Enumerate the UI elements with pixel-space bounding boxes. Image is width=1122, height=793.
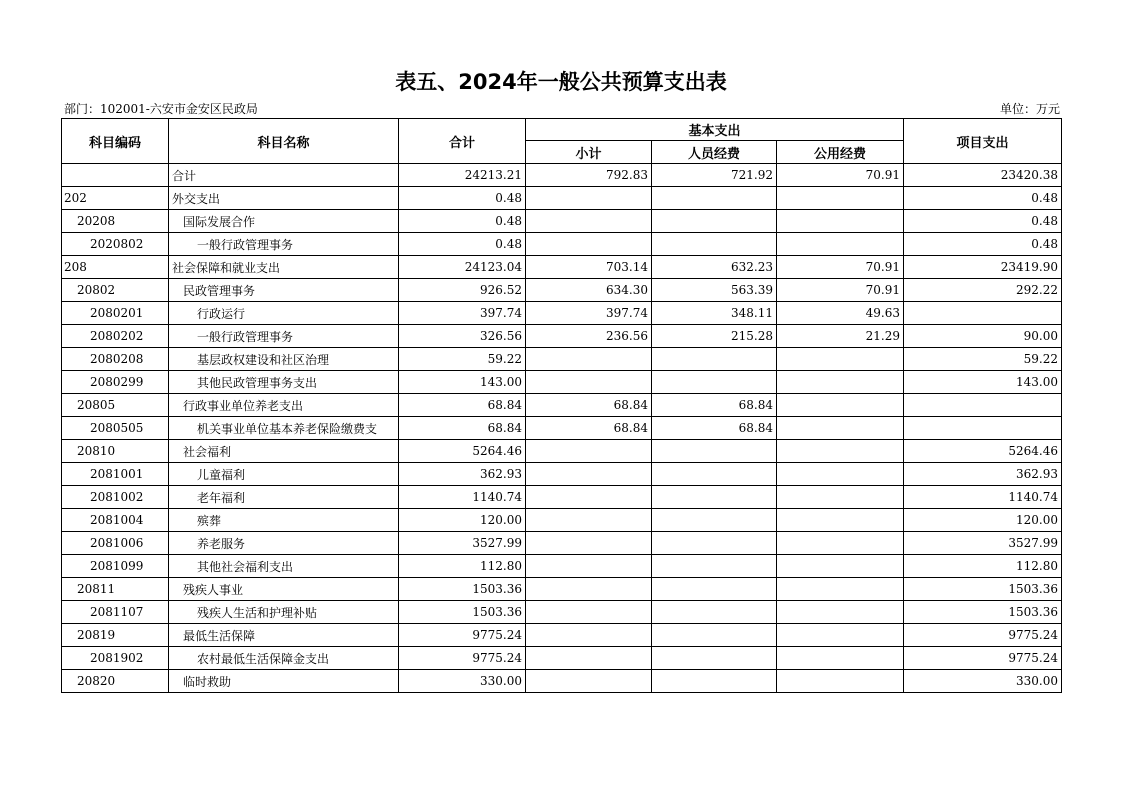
cell-total: 68.84 (399, 394, 526, 417)
table-row (62, 256, 1062, 279)
cell-subtotal (526, 601, 652, 624)
cell-code: 2081002 (62, 486, 169, 509)
table-row (62, 578, 1062, 601)
cell-total: 362.93 (399, 463, 526, 486)
cell-personnel (652, 371, 777, 394)
table-row (62, 555, 1062, 578)
cell-personnel: 721.92 (652, 164, 777, 187)
cell-project: 9775.24 (904, 624, 1062, 647)
cell-subtotal: 236.56 (526, 325, 652, 348)
cell-personnel (652, 601, 777, 624)
cell-public (777, 348, 904, 371)
cell-name: 一般行政管理事务 (169, 325, 399, 348)
cell-personnel: 68.84 (652, 394, 777, 417)
cell-name: 殡葬 (169, 509, 399, 532)
cell-total: 143.00 (399, 371, 526, 394)
cell-public (777, 647, 904, 670)
cell-project: 23420.38 (904, 164, 1062, 187)
header-total: 合计 (399, 119, 526, 164)
table-row (62, 348, 1062, 371)
cell-subtotal (526, 210, 652, 233)
cell-project: 1140.74 (904, 486, 1062, 509)
header-name: 科目名称 (169, 119, 399, 164)
cell-name: 老年福利 (169, 486, 399, 509)
table-row (62, 624, 1062, 647)
cell-name: 残疾人事业 (169, 578, 399, 601)
cell-total: 9775.24 (399, 624, 526, 647)
cell-project (904, 302, 1062, 325)
cell-subtotal (526, 486, 652, 509)
cell-total: 397.74 (399, 302, 526, 325)
cell-total: 326.56 (399, 325, 526, 348)
cell-project: 3527.99 (904, 532, 1062, 555)
cell-project: 143.00 (904, 371, 1062, 394)
cell-code: 2080299 (62, 371, 169, 394)
cell-name: 国际发展合作 (169, 210, 399, 233)
cell-total: 5264.46 (399, 440, 526, 463)
cell-subtotal (526, 348, 652, 371)
table-row (62, 670, 1062, 693)
cell-project: 0.48 (904, 210, 1062, 233)
cell-subtotal (526, 440, 652, 463)
cell-public (777, 670, 904, 693)
cell-project: 362.93 (904, 463, 1062, 486)
cell-project: 112.80 (904, 555, 1062, 578)
cell-total: 1503.36 (399, 601, 526, 624)
table-body (62, 164, 1062, 693)
cell-name: 养老服务 (169, 532, 399, 555)
cell-code: 2020802 (62, 233, 169, 256)
table-row (62, 647, 1062, 670)
cell-personnel (652, 578, 777, 601)
cell-name: 最低生活保障 (169, 624, 399, 647)
cell-code: 2081001 (62, 463, 169, 486)
header-code: 科目编码 (62, 119, 169, 164)
cell-total: 68.84 (399, 417, 526, 440)
table-row (62, 440, 1062, 463)
cell-public (777, 187, 904, 210)
cell-public (777, 555, 904, 578)
cell-project: 23419.90 (904, 256, 1062, 279)
cell-public (777, 463, 904, 486)
cell-public (777, 578, 904, 601)
cell-subtotal: 703.14 (526, 256, 652, 279)
budget-table (61, 118, 1062, 693)
cell-subtotal (526, 647, 652, 670)
cell-code: 2080505 (62, 417, 169, 440)
cell-name: 农村最低生活保障金支出 (169, 647, 399, 670)
cell-code: 2081006 (62, 532, 169, 555)
cell-name: 一般行政管理事务 (169, 233, 399, 256)
header-project: 项目支出 (904, 119, 1062, 164)
cell-name: 临时救助 (169, 670, 399, 693)
header-subtotal: 小计 (526, 141, 652, 164)
cell-project: 9775.24 (904, 647, 1062, 670)
cell-public (777, 601, 904, 624)
cell-total: 1140.74 (399, 486, 526, 509)
table-row (62, 210, 1062, 233)
table-row (62, 486, 1062, 509)
cell-public (777, 440, 904, 463)
cell-subtotal (526, 624, 652, 647)
cell-code (62, 164, 169, 187)
cell-subtotal (526, 509, 652, 532)
cell-project: 120.00 (904, 509, 1062, 532)
cell-name: 合计 (169, 164, 399, 187)
cell-public (777, 624, 904, 647)
cell-total: 24213.21 (399, 164, 526, 187)
cell-total: 926.52 (399, 279, 526, 302)
table-row (62, 325, 1062, 348)
cell-personnel: 348.11 (652, 302, 777, 325)
header-public: 公用经费 (777, 141, 904, 164)
cell-subtotal: 397.74 (526, 302, 652, 325)
cell-subtotal (526, 371, 652, 394)
cell-personnel (652, 486, 777, 509)
cell-public (777, 233, 904, 256)
cell-subtotal (526, 555, 652, 578)
cell-name: 残疾人生活和护理补贴 (169, 601, 399, 624)
cell-project: 0.48 (904, 187, 1062, 210)
cell-public: 21.29 (777, 325, 904, 348)
cell-personnel (652, 440, 777, 463)
cell-personnel (652, 509, 777, 532)
cell-code: 20805 (62, 394, 169, 417)
cell-public (777, 394, 904, 417)
table-header (62, 119, 1062, 164)
cell-personnel (652, 555, 777, 578)
cell-personnel (652, 187, 777, 210)
cell-total: 3527.99 (399, 532, 526, 555)
cell-name: 行政事业单位养老支出 (169, 394, 399, 417)
cell-project: 330.00 (904, 670, 1062, 693)
cell-personnel: 215.28 (652, 325, 777, 348)
cell-project: 1503.36 (904, 578, 1062, 601)
cell-code: 2080202 (62, 325, 169, 348)
header-personnel: 人员经费 (652, 141, 777, 164)
cell-project: 90.00 (904, 325, 1062, 348)
table-row (62, 417, 1062, 440)
cell-public: 49.63 (777, 302, 904, 325)
table-row (62, 601, 1062, 624)
cell-code: 2080208 (62, 348, 169, 371)
cell-personnel (652, 647, 777, 670)
cell-total: 330.00 (399, 670, 526, 693)
cell-project: 292.22 (904, 279, 1062, 302)
table-row (62, 532, 1062, 555)
cell-code: 20819 (62, 624, 169, 647)
cell-code: 208 (62, 256, 169, 279)
cell-public (777, 371, 904, 394)
table-row (62, 233, 1062, 256)
cell-project: 0.48 (904, 233, 1062, 256)
cell-personnel (652, 463, 777, 486)
cell-name: 儿童福利 (169, 463, 399, 486)
cell-subtotal: 792.83 (526, 164, 652, 187)
cell-total: 0.48 (399, 187, 526, 210)
cell-name: 社会保障和就业支出 (169, 256, 399, 279)
cell-name: 其他民政管理事务支出 (169, 371, 399, 394)
cell-code: 202 (62, 187, 169, 210)
cell-personnel (652, 233, 777, 256)
table-row (62, 509, 1062, 532)
cell-subtotal: 68.84 (526, 417, 652, 440)
cell-project: 59.22 (904, 348, 1062, 371)
cell-name: 其他社会福利支出 (169, 555, 399, 578)
cell-code: 2081004 (62, 509, 169, 532)
cell-total: 59.22 (399, 348, 526, 371)
cell-public (777, 486, 904, 509)
cell-public: 70.91 (777, 279, 904, 302)
table-row (62, 187, 1062, 210)
cell-public: 70.91 (777, 164, 904, 187)
cell-total: 0.48 (399, 233, 526, 256)
department-label: 部门：102001-六安市金安区民政局 (64, 102, 258, 116)
cell-total: 112.80 (399, 555, 526, 578)
cell-public (777, 509, 904, 532)
cell-personnel: 632.23 (652, 256, 777, 279)
table-row (62, 463, 1062, 486)
cell-total: 0.48 (399, 210, 526, 233)
cell-code: 2081099 (62, 555, 169, 578)
cell-subtotal (526, 670, 652, 693)
cell-project: 5264.46 (904, 440, 1062, 463)
cell-subtotal (526, 578, 652, 601)
cell-personnel (652, 532, 777, 555)
table-row (62, 279, 1062, 302)
table-row (62, 164, 1062, 187)
cell-personnel (652, 348, 777, 371)
cell-personnel: 563.39 (652, 279, 777, 302)
table-row (62, 394, 1062, 417)
table-row (62, 302, 1062, 325)
cell-personnel (652, 210, 777, 233)
cell-code: 20820 (62, 670, 169, 693)
cell-public (777, 210, 904, 233)
cell-code: 2080201 (62, 302, 169, 325)
table-row (62, 371, 1062, 394)
cell-code: 20811 (62, 578, 169, 601)
cell-name: 机关事业单位基本养老保险缴费支 (169, 417, 399, 440)
unit-label: 单位：万元 (999, 102, 1060, 116)
cell-total: 24123.04 (399, 256, 526, 279)
cell-code: 20802 (62, 279, 169, 302)
page-title: 表五、2024年一般公共预算支出表 (395, 70, 727, 94)
cell-name: 行政运行 (169, 302, 399, 325)
cell-subtotal: 634.30 (526, 279, 652, 302)
cell-name: 外交支出 (169, 187, 399, 210)
cell-public (777, 417, 904, 440)
cell-personnel: 68.84 (652, 417, 777, 440)
cell-subtotal (526, 532, 652, 555)
cell-subtotal (526, 187, 652, 210)
cell-project: 1503.36 (904, 601, 1062, 624)
cell-code: 2081107 (62, 601, 169, 624)
cell-subtotal (526, 233, 652, 256)
cell-public (777, 532, 904, 555)
cell-code: 20208 (62, 210, 169, 233)
cell-subtotal: 68.84 (526, 394, 652, 417)
cell-personnel (652, 670, 777, 693)
cell-total: 1503.36 (399, 578, 526, 601)
cell-public: 70.91 (777, 256, 904, 279)
cell-name: 社会福利 (169, 440, 399, 463)
cell-code: 2081902 (62, 647, 169, 670)
header-basic: 基本支出 (526, 119, 904, 141)
cell-project (904, 417, 1062, 440)
cell-code: 20810 (62, 440, 169, 463)
cell-project (904, 394, 1062, 417)
cell-personnel (652, 624, 777, 647)
cell-name: 民政管理事务 (169, 279, 399, 302)
cell-name: 基层政权建设和社区治理 (169, 348, 399, 371)
cell-subtotal (526, 463, 652, 486)
cell-total: 120.00 (399, 509, 526, 532)
cell-total: 9775.24 (399, 647, 526, 670)
